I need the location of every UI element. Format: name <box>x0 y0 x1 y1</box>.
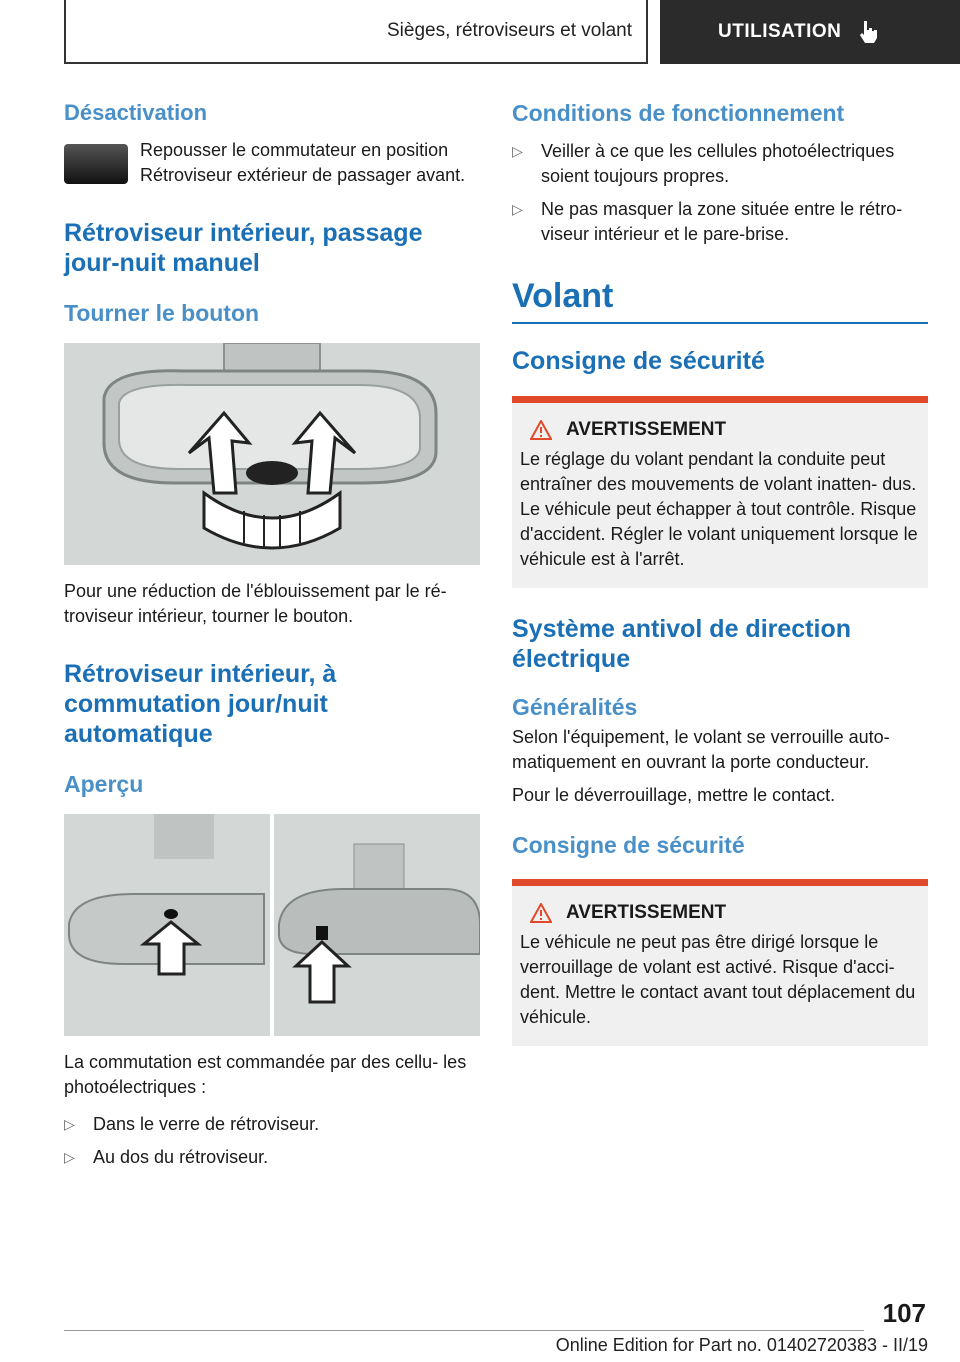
conditions-heading: Conditions de fonctionnement <box>512 100 845 126</box>
apercu-heading: Aperçu <box>64 771 144 797</box>
generalites-text-2: Pour le déverrouillage, mettre le contact. <box>512 785 836 805</box>
turn-knob-text: Pour une réduction de l'éblouissement par le ré‐ troviseur intérieur, tourner le bouton. <box>64 581 447 626</box>
safety2-heading: Consigne de sécurité <box>512 832 745 858</box>
hand-pointer-icon <box>857 19 881 45</box>
page-number: 107 <box>882 1298 926 1328</box>
list-item: ▷ Au dos du rétroviseur. <box>64 1145 480 1170</box>
conditions-list <box>512 139 928 247</box>
desactivation-heading: Désactivation <box>64 100 208 125</box>
footer-divider <box>64 1330 864 1331</box>
triangle-bullet-icon: ▷ <box>512 143 523 159</box>
list-item: ▷ Dans le verre de rétroviseur. <box>64 1112 480 1137</box>
header-chapter <box>660 0 960 64</box>
warning-title: AVERTISSEMENT <box>520 902 920 924</box>
generalites-heading: Généralités <box>512 694 638 720</box>
right-column <box>512 100 928 1046</box>
left-column <box>64 100 480 1178</box>
list-item: ▷ Ne pas masquer la zone située entre le rétro‐ viseur intérieur et le pare-brise. <box>512 199 903 244</box>
sensor-list <box>64 1112 480 1170</box>
desactivation-block <box>64 138 480 188</box>
volant-heading: Volant <box>512 277 928 324</box>
mirror-front-illustration <box>64 814 270 1036</box>
safety-heading: Consigne de sécurité <box>512 347 765 375</box>
manual-mirror-heading: Rétroviseur intérieur, passage jour-nuit manuel <box>64 219 423 277</box>
turn-knob-heading: Tourner le bouton <box>64 300 260 326</box>
triangle-bullet-icon: ▷ <box>512 201 523 217</box>
triangle-bullet-icon: ▷ <box>64 1149 75 1165</box>
desactivation-text: Repousser le commutateur en position Rétroviseur extérieur de passager avant. <box>140 140 466 185</box>
list-item: ▷ Veiller à ce que les cellules photoélectriques soient toujours propres. <box>512 141 895 186</box>
auto-mirror-figure <box>64 814 480 1036</box>
mirror-switch-image <box>64 144 128 184</box>
header-section-title: Sièges, rétroviseurs et volant <box>386 20 632 41</box>
warning-text: Le véhicule ne peut pas être dirigé lorsque le verrouillage de volant est activé. Risque d'acci‐ dent. Mettre le contact avant tout déplacement du véhicule. <box>520 932 916 1027</box>
warning-box-lock <box>512 879 928 1046</box>
warning-title: AVERTISSEMENT <box>520 419 920 441</box>
warning-triangle-icon <box>530 903 552 923</box>
warning-text: Le réglage du volant pendant la conduite peut entraîner des mouvements de volant inatten‐ dus. Le véhicule peut échapper à tout contrôle. Risque d'accident. Régler le volant uniquement lorsque le véhicule est à l'arrêt. <box>520 449 918 569</box>
warning-triangle-icon <box>530 420 552 440</box>
warning-box-steering <box>512 396 928 588</box>
antivol-heading: Système antivol de direction électrique <box>512 615 851 673</box>
triangle-bullet-icon: ▷ <box>64 1116 75 1132</box>
apercu-text: La commutation est commandée par des cellu‐ les photoélectriques : <box>64 1052 467 1097</box>
generalites-text-1: Selon l'équipement, le volant se verrouille auto‐ matiquement en ouvrant la porte conducteur. <box>512 727 890 772</box>
mirror-back-illustration <box>274 814 480 1036</box>
mirror-knob-illustration <box>64 343 480 565</box>
header-chapter-title: UTILISATION <box>718 21 842 42</box>
mirror-knob-figure <box>64 343 480 565</box>
footer-edition: Online Edition for Part no. 01402720383 - II/19 <box>555 1335 928 1355</box>
auto-mirror-heading: Rétroviseur intérieur, à commutation jour/nuit automatique <box>64 660 337 748</box>
header-section <box>64 0 648 64</box>
